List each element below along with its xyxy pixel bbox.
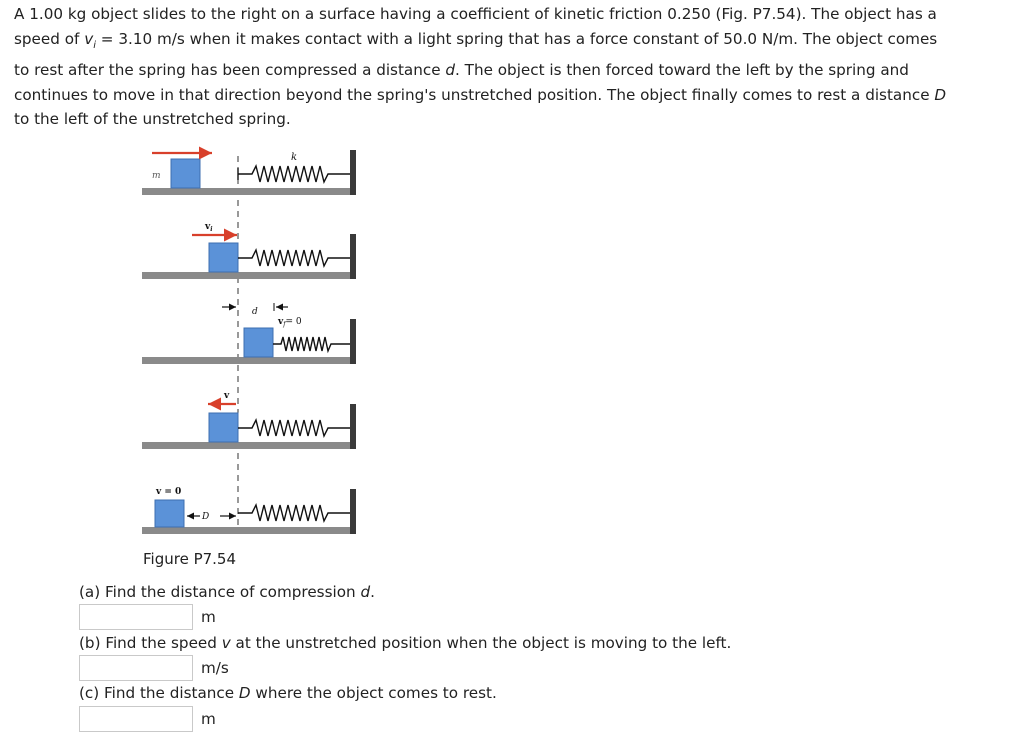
question-text: at the unstretched position when the object is moving to the left. (230, 634, 732, 652)
problem-text: . The object is then forced toward the left by the spring and (455, 61, 909, 80)
d-symbol: d (445, 61, 456, 80)
mass-label: m (152, 171, 161, 181)
frame-5 (142, 487, 356, 534)
wall (350, 404, 356, 449)
block (171, 159, 200, 188)
problem-line-1: A 1.00 kg object slides to the right on a surface having a coefficient of kinetic friction 0.250 (Fig. P7.54). The object has a (14, 5, 937, 23)
return-velocity-label: v (224, 391, 230, 401)
question-variable: v (221, 634, 231, 652)
question-text: . (370, 583, 375, 601)
surface (142, 188, 355, 195)
wall (350, 234, 356, 279)
wall (350, 489, 356, 534)
question-a (79, 583, 375, 601)
wall (350, 150, 356, 195)
velocity-subscript: i (93, 39, 96, 51)
v-subscript: i (210, 226, 213, 233)
problem-text: to rest after the spring has been compressed a distance (14, 61, 446, 80)
spring-compressed (273, 337, 350, 351)
problem-line-5: to the left of the unstretched spring. (14, 110, 291, 129)
question-text: (b) Find the speed (79, 634, 222, 652)
spring (238, 166, 350, 182)
problem-text: speed of (14, 29, 85, 48)
question-variable: d (360, 583, 371, 601)
final-velocity-label (277, 317, 302, 328)
frame-3 (142, 303, 356, 364)
problem-statement (14, 2, 1010, 132)
frame-2 (142, 222, 356, 279)
answer-b-input[interactable] (79, 655, 193, 681)
wall (350, 319, 356, 364)
problem-line-3 (14, 58, 1010, 83)
question-text: (c) Find the distance (79, 684, 239, 702)
spring-constant-label: k (291, 152, 298, 163)
rest-velocity-label: v = 0 (156, 487, 182, 497)
question-variable: D (238, 684, 251, 702)
question-text: where the object comes to rest. (250, 684, 497, 702)
velocity-label (204, 222, 213, 233)
answer-a-input[interactable] (79, 604, 193, 630)
question-c (79, 684, 497, 702)
v-equals: = 0 (285, 317, 302, 327)
frame-1 (142, 150, 356, 195)
block (209, 413, 238, 442)
problem-line-4 (14, 83, 1010, 108)
D-symbol: D (934, 85, 947, 104)
distance-label: D (202, 512, 210, 522)
answer-c-unit: m (201, 710, 216, 728)
problem-text: = 3.10 m/s when it makes contact with a light spring that has a force constant of 50.0 N/m. The object comes (95, 29, 938, 48)
spring (238, 505, 350, 521)
block (244, 328, 273, 357)
block (155, 500, 184, 527)
spring (238, 420, 350, 436)
answer-b-unit: m/s (201, 659, 229, 677)
v-subscript: f (283, 321, 286, 328)
compression-label: d (252, 307, 258, 317)
frame-4 (142, 391, 356, 449)
spring (238, 250, 350, 266)
surface (142, 272, 355, 279)
answer-a-unit: m (201, 608, 216, 626)
surface (142, 527, 355, 534)
v-symbol: v (205, 222, 211, 232)
surface (142, 442, 355, 449)
v-symbol: v (278, 317, 284, 327)
block (209, 243, 238, 272)
figure-caption: Figure P7.54 (143, 550, 237, 568)
question-b (79, 634, 731, 652)
surface (142, 357, 355, 364)
velocity-symbol: v (84, 29, 94, 48)
problem-text: continues to move in that direction beyond the spring's unstretched position. The object finally comes to rest a distance (14, 85, 935, 104)
question-text: (a) Find the distance of compression (79, 583, 361, 601)
answer-c-input[interactable] (79, 706, 193, 732)
problem-line-2 (14, 27, 1010, 59)
figure-p7-54 (140, 142, 370, 542)
